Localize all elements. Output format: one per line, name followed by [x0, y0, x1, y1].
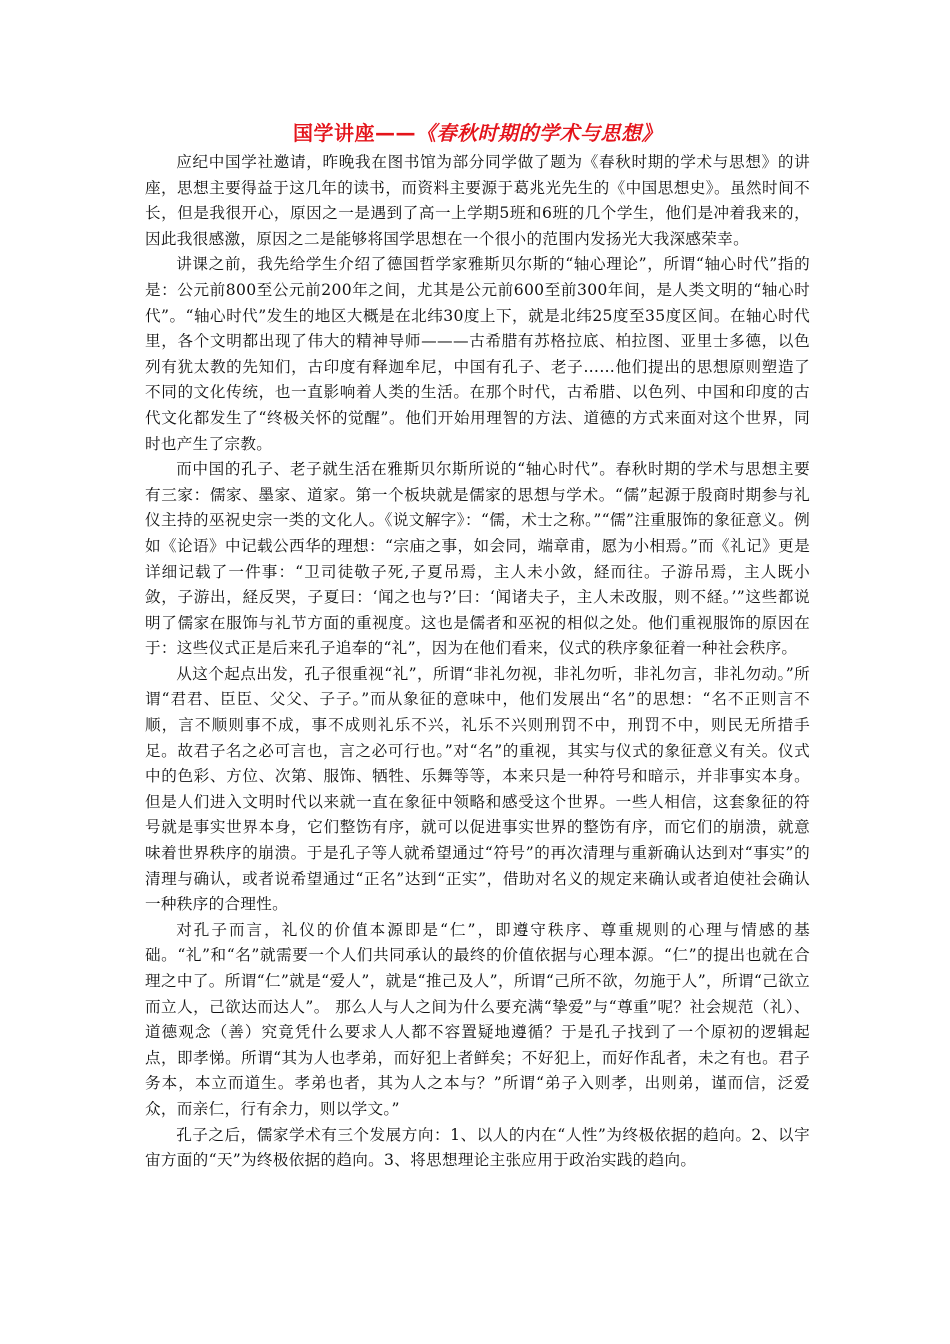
paragraph-confucianism: 而中国的孔子、老子就生活在雅斯贝尔斯所说的“轴心时代”。春秋时期的学术与思想主要有三家：儒家、墨家、道家。第一个板块就是儒家的思想与学术。“儒”起源于殷商时期参与礼仪主持的巫祝史宗一类的文化人。《说文解字》：“儒，术士之称。”“儒”注重服饰的象征意义。例如《论语》中记载公西华的理想：“宗庙之事，如会同，端章甫，愿为小相焉。”而《礼记》更是详细记载了一件事：“卫司徒敬子死,子夏吊焉，主人未小敛，経而往。子游吊焉，主人既小敛，子游出，経反哭，子夏曰：‘闻之也与?’曰：‘闻诸夫子，主人未改服，则不経。’”这些都说明了儒家在服饰与礼节方面的重视度。这也是儒者和巫祝的相似之处。他们重视服饰的原因在于：这些仪式正是后来孔子追奉的“礼”，因为在他们看来，仪式的秩序象征着一种社会秩序。: [145, 460, 810, 658]
title-book: 《春秋时期的学术与思想》: [416, 121, 662, 145]
paragraph-after-confucius: 孔子之后，儒家学术有三个发展方向：1、以人的内在“人性”为终极依据的趋向。2、以宇宙方面的“天”为终极依据的趋向。3、将思想理论主张应用于政治实践的趋向。: [145, 1125, 810, 1170]
paragraph-li-and-ming: 从这个起点出发，孔子很重视“礼”，所谓“非礼勿视，非礼勿听，非礼勿言，非礼勿动。”所谓“君君、臣臣、父父、子子。”而从象征的意味中，他们发展出“名”的思想：“名不正则言不顺，言不顺则事不成，事不成则礼乐不兴，礼乐不兴则刑罚不中，刑罚不中，则民无所措手足。故君子名之必可言也，言之必可行也。”对“名”的重视，其实与仪式的象征意义有关。仪式中的色彩、方位、次第、服饰、牺牲、乐舞等等，本来只是一种符号和暗示，并非事实本身。但是人们进入文明时代以来就一直在象征中领略和感受这个世界。一些人相信，这套象征的符号就是事实世界本身，它们整饬有序，就可以促进事实世界的整饬有序，而它们的崩溃，就意味着世界秩序的崩溃。于是孔子等人就希望通过“符号”的再次清理与重新确认达到对“事实”的清理与确认，或者说希望通过“正名”达到“正实”，借助对名义的规定来确认或者迫使社会确认一种秩序的合理性。: [145, 664, 810, 914]
paragraph-ren: 对孔子而言，礼仪的价值本源即是“仁”，即遵守秩序、尊重规则的心理与情感的基础。“礼”和“名”就需要一个人们共同承认的最终的价值依据与心理本源。“仁”的提出也就在合理之中了。所谓“仁”就是“爱人”，就是“推己及人”，所谓“己所不欲，勿施于人”，所谓“己欲立而立人，己欲达而达人”。 那么人与人之间为什么要充满“挚爱”与“尊重”呢？社会规范（礼）、道德观念（善）究竟凭什么要求人人都不容置疑地遵循？于是孔子找到了一个原初的逻辑起点，即孝悌。所谓“其为人也孝弟，而好犯上者鲜矣；不好犯上，而好作乱者，未之有也。君子务本，本立而道生。孝弟也者，其为人之本与？”所谓“弟子入则孝，出则弟，谨而信，泛爱众，而亲仁，行有余力，则以学文。”: [145, 920, 810, 1118]
paragraph-axial-age: 讲课之前，我先给学生介绍了德国哲学家雅斯贝尔斯的“轴心理论”，所谓“轴心时代”指的是：公元前800至公元前200年之间，尤其是公元前600至前300年间，是人类文明的“轴心时代”。“轴心时代”发生的地区大概是在北纬30度上下，就是北纬25度至35度区间。在轴心时代里，各个文明都出现了伟大的精神导师———古希腊有苏格拉底、柏拉图、亚里士多德，以色列有犹太教的先知们，古印度有释迦牟尼，中国有孔子、老子……他们提出的思想原则塑造了不同的文化传统，也一直影响着人类的生活。在那个时代，古希腊、以色列、中国和印度的古代文化都发生了“终极关怀的觉醒”。他们开始用理智的方法、道德的方式来面对这个世界，同时也产生了宗教。: [145, 255, 810, 453]
document-title: [145, 118, 810, 148]
title-main: 国学讲座——: [293, 121, 416, 145]
paragraph-intro: 应纪中国学社邀请，昨晚我在图书馆为部分同学做了题为《春秋时期的学术与思想》的讲座，思想主要得益于这几年的读书，而资料主要源于葛兆光先生的《中国思想史》。虽然时间不长，但是我很开心，原因之一是遇到了高一上学期5班和6班的几个学生，他们是冲着我来的，因此我很感激，原因之二是能够将国学思想在一个很小的范围内发扬光大我深感荣幸。: [145, 153, 810, 248]
document-page: [145, 118, 810, 1174]
